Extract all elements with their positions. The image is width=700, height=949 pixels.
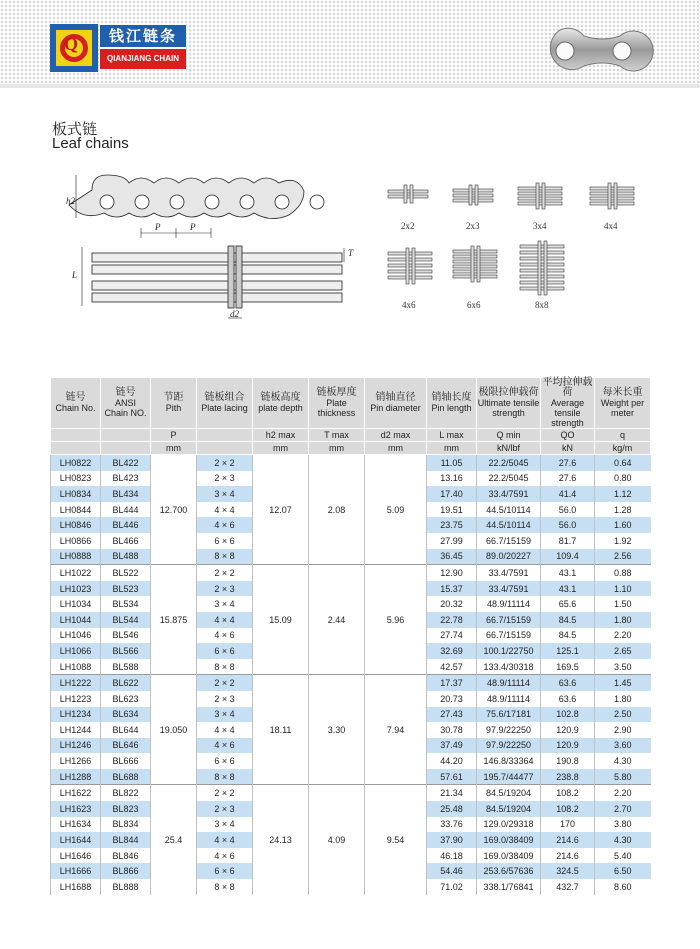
pin-diameter: 5.96: [365, 565, 427, 675]
ultimate-tensile: 97.9/22250: [477, 722, 541, 738]
ultimate-tensile: 84.5/19204: [477, 801, 541, 817]
weight-per-meter: 1.28: [613, 504, 632, 515]
pin-length: 71.02: [427, 879, 477, 895]
chain-no: LH1646: [51, 848, 101, 864]
column-header: [253, 378, 309, 429]
ansi-no: BL488: [101, 549, 151, 565]
column-header-cn: 平均拉伸载荷: [542, 377, 593, 398]
ultimate-tensile: 66.7/15159: [477, 628, 541, 644]
section-title-en: Leaf chains: [52, 135, 129, 152]
pin-length: 25.48: [427, 801, 477, 817]
column-unit: [101, 442, 151, 455]
pin-diameter: 5.09: [365, 455, 427, 565]
ansi-no: BL566: [101, 643, 151, 659]
average-tensile: 108.2: [541, 801, 595, 817]
pin-length: 13.16: [427, 471, 477, 487]
chain-no: LH1688: [51, 879, 101, 895]
brand-name-cn: 钱江链条: [100, 25, 186, 47]
pin-length: 27.43: [427, 707, 477, 723]
column-header: [101, 378, 151, 429]
column-header-cn: 每米长重: [602, 387, 643, 398]
column-header: [309, 378, 365, 429]
weight-per-meter: 0.80: [613, 473, 632, 484]
ultimate-tensile: 253.6/57636: [477, 863, 541, 879]
pitch: 15.875: [151, 565, 197, 675]
chain-no: LH0822: [51, 455, 101, 471]
plate-lacing: 3 × 4: [197, 817, 253, 833]
chain-no: LH0866: [51, 533, 101, 549]
lacing-label: 2x2: [401, 221, 415, 231]
ansi-no: BL888: [101, 879, 151, 895]
plate-lacing: 3 × 4: [197, 486, 253, 502]
average-tensile: 41.4: [541, 486, 595, 502]
lacing-label: 8x8: [535, 300, 549, 310]
column-header-cn: 链号: [115, 387, 136, 398]
pin-length: 27.74: [427, 628, 477, 644]
column-symbol: d2 max: [365, 429, 427, 442]
ansi-no: BL622: [101, 675, 151, 691]
weight-per-meter: 1.50: [613, 599, 632, 610]
pin-length: 15.37: [427, 581, 477, 597]
lacing-label: 2x3: [466, 221, 480, 231]
chain-no: LH1623: [51, 801, 101, 817]
plate-thickness: 2.44: [309, 565, 365, 675]
table-row: [51, 455, 651, 471]
dim-label-p2: P: [190, 222, 196, 232]
weight-per-meter: 3.80: [613, 819, 632, 830]
pin-length: 12.90: [427, 565, 477, 581]
weight-per-meter: 2.20: [595, 785, 651, 801]
plate-lacing: 4 × 4: [197, 832, 253, 848]
column-symbol: [197, 429, 253, 442]
column-header-cn: 销轴直径: [375, 392, 416, 403]
logo-letter: Q: [64, 34, 79, 54]
ultimate-tensile: 66.7/15159: [477, 612, 541, 628]
ansi-no: BL666: [101, 753, 151, 769]
column-header-en: Pin length: [431, 403, 472, 413]
chain-no: LH0834: [51, 486, 101, 502]
chain-no: LH1634: [51, 817, 101, 833]
weight-per-meter: 1.10: [595, 581, 651, 597]
pin-length: 27.99: [427, 533, 477, 549]
column-header-en: Average tensile: [550, 398, 585, 418]
chain-no: LH1644: [51, 832, 101, 848]
pin-length: 33.76: [427, 817, 477, 833]
column-unit: mm: [253, 442, 309, 455]
chain-no: LH1244: [51, 722, 101, 738]
column-header-en: Ultimate tensile: [477, 398, 540, 408]
lacing-label: 4x6: [402, 300, 416, 310]
ultimate-tensile: 33.4/7591: [477, 581, 541, 597]
pin-length: 22.78: [427, 612, 477, 628]
weight-per-meter: 5.80: [595, 769, 651, 785]
average-tensile: 120.9: [541, 738, 595, 754]
table-row: [51, 785, 651, 801]
column-header-cn: 销轴长度: [431, 392, 472, 403]
average-tensile: 81.7: [541, 533, 595, 549]
plate-lacing: 6 × 6: [197, 753, 253, 769]
column-header: [595, 378, 651, 429]
ultimate-tensile: 48.9/11114: [477, 675, 541, 691]
column-symbol: T max: [309, 429, 365, 442]
plate-lacing: 6 × 6: [197, 533, 253, 549]
plate-depth: 12.07: [253, 455, 309, 565]
ansi-no: BL423: [101, 471, 151, 487]
ultimate-tensile: 169.0/38409: [477, 848, 541, 864]
ansi-no: BL846: [101, 848, 151, 864]
pin-length: 30.78: [427, 722, 477, 738]
plate-lacing: 3 × 4: [197, 596, 253, 612]
column-symbol: h2 max: [253, 429, 309, 442]
ultimate-tensile: 195.7/44477: [477, 769, 541, 785]
ansi-no: BL834: [101, 817, 151, 833]
average-tensile: 65.6: [541, 596, 595, 612]
column-header: [151, 378, 197, 429]
ansi-no: BL844: [101, 832, 151, 848]
ansi-no: BL544: [101, 612, 151, 628]
column-header: [427, 378, 477, 429]
chain-no: LH1288: [51, 769, 101, 785]
plate-lacing: 4 × 6: [197, 738, 253, 754]
weight-per-meter: 1.80: [595, 612, 651, 628]
pitch: 12.700: [151, 455, 197, 565]
ansi-no: BL523: [101, 581, 151, 597]
ansi-no: BL546: [101, 628, 151, 644]
ansi-no: BL646: [101, 738, 151, 754]
average-tensile: 109.4: [541, 549, 595, 565]
ultimate-tensile: 66.7/15159: [477, 533, 541, 549]
ansi-no: BL422: [101, 455, 151, 471]
pin-length: 32.69: [427, 643, 477, 659]
weight-per-meter: 2.20: [613, 630, 632, 641]
pin-length: 36.45: [427, 549, 477, 565]
plate-lacing: 6 × 6: [197, 863, 253, 879]
column-header: [541, 378, 595, 429]
dim-label-l: L: [72, 270, 78, 280]
column-unit: [197, 442, 253, 455]
column-header-en: Plate thickness: [317, 398, 356, 418]
weight-per-meter: 0.88: [595, 565, 651, 581]
pin-length: 17.40: [427, 486, 477, 502]
chain-no: LH1266: [51, 753, 101, 769]
average-tensile: 169.5: [541, 659, 595, 675]
weight-per-meter: 2.50: [595, 707, 651, 723]
average-tensile: 102.8: [541, 707, 595, 723]
weight-per-meter: 2.56: [595, 549, 651, 565]
column-symbol: [51, 429, 101, 442]
pin-length: 20.73: [427, 691, 477, 707]
chain-no: LH1088: [51, 659, 101, 675]
average-tensile: 214.6: [541, 848, 595, 864]
ansi-no: BL588: [101, 659, 151, 675]
dim-label-t: T: [348, 248, 354, 258]
weight-per-meter: 0.64: [595, 455, 651, 471]
weight-per-meter: 2.90: [613, 724, 632, 735]
ansi-no: BL644: [101, 722, 151, 738]
weight-per-meter: 1.45: [595, 675, 651, 691]
chain-no: LH0888: [51, 549, 101, 565]
column-header-en: strength: [551, 418, 584, 428]
ansi-no: BL822: [101, 785, 151, 801]
column-header-en: Pith: [165, 403, 182, 413]
plate-depth: 18.11: [253, 675, 309, 785]
ansi-no: BL823: [101, 801, 151, 817]
weight-per-meter: 3.50: [613, 661, 632, 672]
weight-per-meter: 1.60: [595, 517, 651, 533]
column-symbol: Q min: [477, 429, 541, 442]
ansi-no: BL434: [101, 486, 151, 502]
column-header: [365, 378, 427, 429]
chain-no: LH1044: [51, 612, 101, 628]
plate-lacing: 2 × 3: [197, 801, 253, 817]
chain-no: LH1246: [51, 738, 101, 754]
plate-lacing: 8 × 8: [197, 549, 253, 565]
ansi-no: BL623: [101, 691, 151, 707]
ultimate-tensile: 84.5/19204: [477, 785, 541, 801]
average-tensile: 63.6: [541, 675, 595, 691]
weight-per-meter: 1.12: [595, 486, 651, 502]
column-unit: kg/m: [595, 442, 651, 455]
average-tensile: 432.7: [541, 879, 595, 895]
weight-per-meter: 5.40: [613, 850, 632, 861]
column-unit: mm: [365, 442, 427, 455]
plate-thickness: 2.08: [309, 455, 365, 565]
column-header-en: Weight per: [600, 398, 645, 408]
column-header-en: ANSI: [114, 398, 136, 408]
average-tensile: 190.8: [541, 753, 595, 769]
average-tensile: 170: [541, 817, 595, 833]
plate-lacing: 4 × 4: [197, 722, 253, 738]
weight-per-meter: 2.70: [595, 801, 651, 817]
lacing-label: 6x6: [467, 300, 481, 310]
average-tensile: 84.5: [541, 628, 595, 644]
weight-per-meter: 4.30: [613, 756, 632, 767]
ultimate-tensile: 338.1/76841: [477, 879, 541, 895]
ultimate-tensile: 48.9/11114: [477, 691, 541, 707]
plate-lacing: 4 × 6: [197, 848, 253, 864]
average-tensile: 56.0: [541, 502, 595, 518]
dim-label-p1: P: [155, 222, 161, 232]
column-header-en: Chain NO.: [104, 408, 147, 418]
ansi-no: BL534: [101, 596, 151, 612]
column-symbol: P: [151, 429, 197, 442]
ansi-no: BL444: [101, 502, 151, 518]
chain-no: LH1222: [51, 675, 101, 691]
pitch: 25.4: [151, 785, 197, 895]
column-header-cn: 节距: [163, 392, 184, 403]
ultimate-tensile: 129.0/29318: [477, 817, 541, 833]
plate-thickness: 3.30: [309, 675, 365, 785]
weight-per-meter: 4.30: [595, 832, 651, 848]
column-header: [477, 378, 541, 429]
column-unit: mm: [309, 442, 365, 455]
pin-length: 11.05: [427, 455, 477, 471]
pin-length: 21.34: [427, 785, 477, 801]
column-header-cn: 链板组合: [204, 392, 245, 403]
column-header-en: Pin diameter: [370, 403, 421, 413]
ansi-no: BL866: [101, 863, 151, 879]
lacing-label: 3x4: [533, 221, 547, 231]
chain-no: LH1666: [51, 863, 101, 879]
ultimate-tensile: 100.1/22750: [477, 643, 541, 659]
chain-no: LH1223: [51, 691, 101, 707]
plate-depth: 24.13: [253, 785, 309, 895]
ultimate-tensile: 48.9/11114: [477, 596, 541, 612]
chain-no: LH1034: [51, 596, 101, 612]
plate-thickness: 4.09: [309, 785, 365, 895]
lacing-label: 4x4: [604, 221, 618, 231]
brand-name-en: QIANJIANG CHAIN: [100, 49, 186, 69]
weight-per-meter: 2.65: [595, 643, 651, 659]
column-header-cn: 极限拉伸载荷: [478, 387, 539, 398]
pin-length: 54.46: [427, 863, 477, 879]
column-header-en: meter: [610, 408, 634, 418]
weight-per-meter: 1.80: [613, 693, 632, 704]
column-unit: mm: [151, 442, 197, 455]
section-title-cn: 板式链: [52, 120, 98, 138]
plate-lacing: 4 × 6: [197, 517, 253, 533]
average-tensile: 214.6: [541, 832, 595, 848]
chain-no: LH1066: [51, 643, 101, 659]
chain-no: LH0823: [51, 471, 101, 487]
average-tensile: 63.6: [541, 691, 595, 707]
plate-lacing: 3 × 4: [197, 707, 253, 723]
column-unit: [51, 442, 101, 455]
chain-no: LH0846: [51, 517, 101, 533]
pin-length: 17.37: [427, 675, 477, 691]
pin-length: 57.61: [427, 769, 477, 785]
plate-lacing: 8 × 8: [197, 659, 253, 675]
ansi-no: BL688: [101, 769, 151, 785]
average-tensile: 56.0: [541, 517, 595, 533]
column-symbol: [101, 429, 151, 442]
column-header: [197, 378, 253, 429]
column-header-en: Plate lacing: [201, 403, 248, 413]
average-tensile: 238.8: [541, 769, 595, 785]
column-symbol: L max: [427, 429, 477, 442]
ultimate-tensile: 44.5/10114: [477, 502, 541, 518]
average-tensile: 108.2: [541, 785, 595, 801]
ultimate-tensile: 33.4/7591: [477, 565, 541, 581]
pin-length: 44.20: [427, 753, 477, 769]
average-tensile: 27.6: [541, 455, 595, 471]
leaf-chain-drawing: [0, 0, 700, 340]
table-row: [51, 565, 651, 581]
chain-no: LH1046: [51, 628, 101, 644]
ultimate-tensile: 97.9/22250: [477, 738, 541, 754]
plate-lacing: 4 × 6: [197, 628, 253, 644]
pin-length: 23.75: [427, 517, 477, 533]
plate-lacing: 8 × 8: [197, 769, 253, 785]
ultimate-tensile: 89.0/20227: [477, 549, 541, 565]
average-tensile: 120.9: [541, 722, 595, 738]
ansi-no: BL446: [101, 517, 151, 533]
ultimate-tensile: 33.4/7591: [477, 486, 541, 502]
chain-no: LH1234: [51, 707, 101, 723]
average-tensile: 43.1: [541, 565, 595, 581]
chain-no: LH1022: [51, 565, 101, 581]
column-header-cn: 链号: [65, 392, 86, 403]
plate-lacing: 4 × 4: [197, 502, 253, 518]
ansi-no: BL466: [101, 533, 151, 549]
column-header-cn: 链板高度: [260, 392, 301, 403]
ansi-no: BL634: [101, 707, 151, 723]
average-tensile: 84.5: [541, 612, 595, 628]
pin-length: 42.57: [427, 659, 477, 675]
pitch: 19.050: [151, 675, 197, 785]
pin-diameter: 7.94: [365, 675, 427, 785]
column-header: [51, 378, 101, 429]
chain-no: LH1023: [51, 581, 101, 597]
plate-lacing: 2 × 2: [197, 455, 253, 471]
pin-length: 37.49: [427, 738, 477, 754]
plate-depth: 15.09: [253, 565, 309, 675]
table-row: [51, 675, 651, 691]
pin-length: 20.32: [427, 596, 477, 612]
chain-no: LH0844: [51, 502, 101, 518]
pin-length: 37.90: [427, 832, 477, 848]
ultimate-tensile: 169.0/38409: [477, 832, 541, 848]
weight-per-meter: 8.60: [613, 881, 632, 892]
column-header-en: strength: [492, 408, 525, 418]
column-header-cn: 链板厚度: [316, 387, 357, 398]
ultimate-tensile: 44.5/10114: [477, 517, 541, 533]
column-unit: mm: [427, 442, 477, 455]
chain-no: LH1622: [51, 785, 101, 801]
average-tensile: 43.1: [541, 581, 595, 597]
plate-lacing: 2 × 3: [197, 471, 253, 487]
ultimate-tensile: 22.2/5045: [477, 455, 541, 471]
plate-lacing: 2 × 3: [197, 581, 253, 597]
ultimate-tensile: 133.4/30318: [477, 659, 541, 675]
plate-lacing: 4 × 4: [197, 612, 253, 628]
average-tensile: 324.5: [541, 863, 595, 879]
dim-label-d2: d2: [230, 309, 239, 319]
column-unit: kN/lbf: [477, 442, 541, 455]
column-symbol: QO: [541, 429, 595, 442]
dim-label-h2: h2: [66, 196, 75, 206]
weight-per-meter: 1.92: [613, 535, 632, 546]
column-header-en: plate depth: [258, 403, 303, 413]
ultimate-tensile: 146.8/33364: [477, 753, 541, 769]
ultimate-tensile: 22.2/5045: [477, 471, 541, 487]
pin-diameter: 9.54: [365, 785, 427, 895]
average-tensile: 125.1: [541, 643, 595, 659]
weight-per-meter: 3.60: [595, 738, 651, 754]
column-unit: kN: [541, 442, 595, 455]
plate-lacing: 2 × 2: [197, 675, 253, 691]
plate-lacing: 2 × 2: [197, 565, 253, 581]
ansi-no: BL522: [101, 565, 151, 581]
ultimate-tensile: 75.6/17181: [477, 707, 541, 723]
leaf-chain-spec-table: [50, 377, 651, 895]
plate-lacing: 2 × 3: [197, 691, 253, 707]
column-symbol: q: [595, 429, 651, 442]
weight-per-meter: 6.50: [595, 863, 651, 879]
plate-lacing: 8 × 8: [197, 879, 253, 895]
plate-lacing: 2 × 2: [197, 785, 253, 801]
pin-length: 46.18: [427, 848, 477, 864]
average-tensile: 27.6: [541, 471, 595, 487]
pin-length: 19.51: [427, 502, 477, 518]
plate-lacing: 6 × 6: [197, 643, 253, 659]
column-header-en: Chain No.: [55, 403, 96, 413]
